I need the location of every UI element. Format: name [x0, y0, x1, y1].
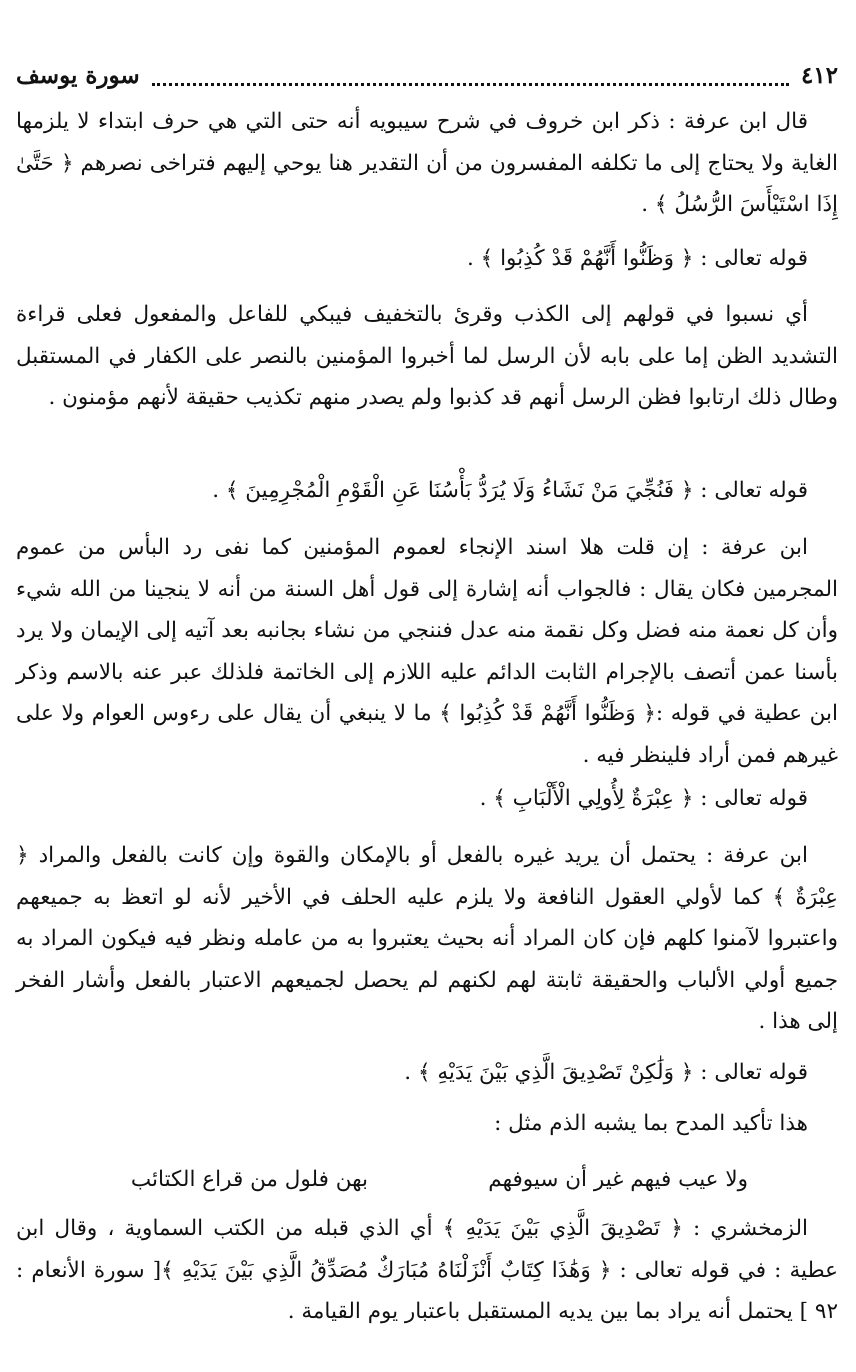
paragraph-ibra-explanation: ابن عرفة : يحتمل أن يريد غيره بالفعل أو بالإمكان والقوة وإن كانت بالفعل والمراد ﴿ عِبْرَةٌ ﴾ كما لأولي العقول النافعة ولا يلزم عليه الحلف في الأخير لأنه لو اتعظ به جميعهم واعتبروا لآمنوا كلهم فإن كان المراد أنه بحيث يعتبروا به من عامله ونظر فيه فيكون المراد به جميع أولي الألباب والحقيقة ثابتة لهم لكنهم لم يحصل لجميعهم الاعتبار بالفعل وأشار الفخر إلى هذا . [16, 843, 838, 1034]
page-header [16, 58, 838, 92]
paragraph-nasabu-kadhib: أي نسبوا في قولهم إلى الكذب وقرئ بالتخفيف فيبكي للفاعل والمفعول فعلى قراءة التشديد الظن إما على بابه لأن الرسل لما أخبروا المؤمنين بالنصر على الكفار في المستقبل وطال ذلك ارتابوا فظن الرسل أنهم قد كذبوا ولم يصدر منهم تكذيب حقيقة لأنهم مؤمنون . [16, 302, 838, 410]
poem-hemistich-second: بهن فلول من قراع الكتائب [130, 1167, 368, 1192]
page-number: ٤١٢ [800, 61, 838, 89]
verse-heading-fa-nujjiya: قوله تعالى : ﴿ فَنُجِّيَ مَنْ نَشَاءُ وَلَا يُرَدُّ بَأْسُنَا عَنِ الْقَوْمِ الْمُجْرِمِينَ ﴾ . [212, 478, 808, 503]
paragraph-madh: هذا تأكيد المدح بما يشبه الذم مثل : [494, 1111, 808, 1136]
verse-heading-tasdiq: قوله تعالى : ﴿ وَلَٰكِنْ تَصْدِيقَ الَّذِي بَيْنَ يَدَيْهِ ﴾ . [404, 1060, 808, 1085]
verse-heading-wa-zannu: قوله تعالى : ﴿ وَظَنُّوا أَنَّهُمْ قَدْ كُذِبُوا ﴾ . [466, 246, 808, 271]
document-page [16, 0, 838, 1372]
surah-title: سورة يوسف [16, 61, 140, 89]
header-dotted-leader [152, 81, 789, 86]
poem-verse [16, 1160, 838, 1200]
verse-heading-ibra: قوله تعالى : ﴿ عِبْرَةٌ لِأُولِي الْأَلْبَابِ ﴾ . [479, 786, 808, 811]
paragraph-injaa: ابن عرفة : إن قلت هلا اسند الإنجاء لعموم المؤمنين كما نفى رد البأس من عموم المجرمين فكان يقال : فالجواب أنه إشارة إلى قول أهل السنة من أنه لا ينجينا من الله شيء وأن كل نعمة منه فضل وكل نقمة منه عدل فننجي من نشاء بجانبه بعد آتيه إلى الإيمان ولا يرد بأسنا عمن أتصف بالإجرام الثابت الدائم عليه اللازم إلى الخاتمة فلذلك عبر عنه بالاسم وذكر ابن عطية في قوله :﴿ وَظَنُّوا أَنَّهُمْ قَدْ كُذِبُوا ﴾ ما لا ينبغي أن يقال على رءوس العوام ولا على غيرهم فمن أراد فلينظر فيه . [16, 535, 838, 768]
poem-hemistich-first: ولا عيب فيهم غير أن سيوفهم [488, 1167, 748, 1192]
paragraph-zamakhshari: الزمخشري : ﴿ تَصْدِيقَ الَّذِي بَيْنَ يَدَيْهِ ﴾ أي الذي قبله من الكتب السماوية ، وقال ابن عطية : في قوله تعالى : ﴿ وَهَٰذَا كِتَابٌ أَنْزَلْنَاهُ مُبَارَكٌ مُصَدِّقُ الَّذِي بَيْنَ يَدَيْهِ ﴾[ سورة الأنعام : ٩٢ ] يحتمل أنه يراد بما بين يديه المستقبل باعتبار يوم القيامة . [16, 1216, 838, 1324]
paragraph-ibn-kharuf: قال ابن عرفة : ذكر ابن خروف في شرح سيبويه أنه حتى التي هي حرف ابتداء لا يلزمها الغاية ولا يحتاج إلى ما تكلفه المفسرون من أن التقدير هنا يوحي إليهم فتراخى نصرهم ﴿ حَتَّىٰ إِذَا اسْتَيْأَسَ الرُّسُلُ ﴾ . [16, 109, 838, 217]
